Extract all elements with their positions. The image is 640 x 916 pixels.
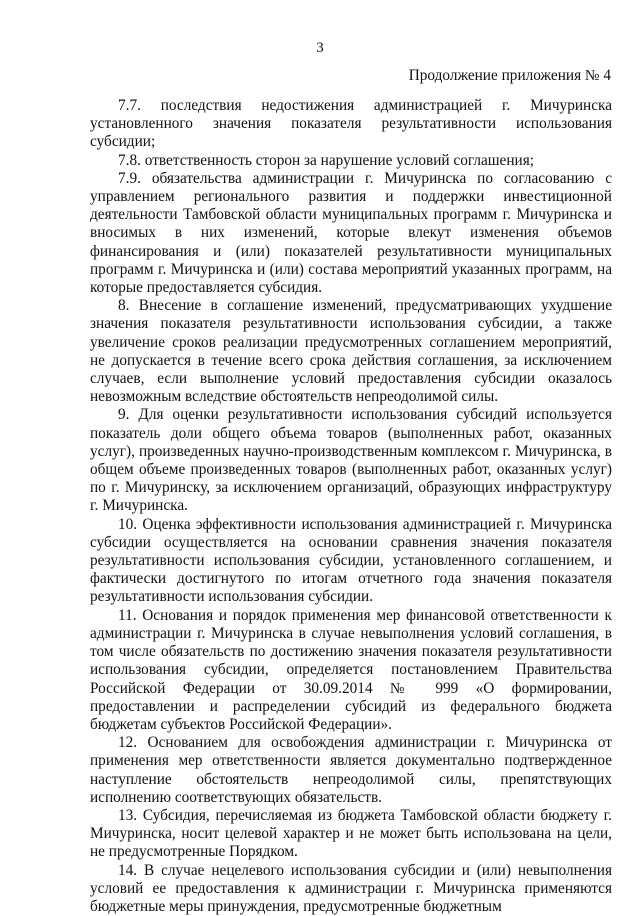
paragraph-9: 9. Для оценки результативности использования субсидий используется показатель доли общего объема товаров (выполненных работ, оказанных услуг), произведенных научно-производственным комплексом г. Мичуринска, в общем объеме произведенных товаров (выполненных работ, оказанных услуг) по г. Мичуринску, за исключением организаций, образующих инфраструктуру г. Мичуринска. xyxy=(90,406,612,515)
page-number: 3 xyxy=(316,40,324,56)
paragraph-7-8: 7.8. ответственность сторон за нарушение условий соглашения; xyxy=(118,151,535,169)
paragraph-14: 14. В случае нецелевого использования субсидии и (или) невыполнения условий ее предоставления к администрации г. Мичуринска применяются бюджетные меры принуждения, предусмотренные бюджетным xyxy=(90,861,612,915)
paragraph-7-7: 7.7. последствия недостижения администрацией г. Мичуринска установленного значения показателя результативности использования субсидии; xyxy=(90,97,612,151)
appendix-continuation-label: Продолжение приложения № 4 xyxy=(408,67,611,84)
paragraph-7-9: 7.9. обязательства администрации г. Мичуринска по согласованию с управлением регионального развития и поддержки инвестиционной деятельности Тамбовской области муниципальных программ г. Мичуринска и вносимых в них изменений, которые влекут изменения объемов финансирования и (или) показателей результативности муниципальных программ г. Мичуринска и (или) состава мероприятий указанных программ, на которые предоставляется субсидия. xyxy=(90,169,612,297)
paragraph-12: 12. Основанием для освобождения администрации г. Мичуринска от применения мер ответственности является документально подтвержденное наступление обстоятельств непреодолимой силы, препятствующих исполнению соответствующих обязательств. xyxy=(90,734,612,806)
paragraph-10: 10. Оценка эффективности использования администрацией г. Мичуринска субсидии осуществляется на основании сравнения значения показателя результативности использования субсидии, установленного соглашением, и фактически достигнутого по итогам отчетного года значения показателя результативности использования субсидии. xyxy=(90,515,612,606)
document-body xyxy=(90,97,612,916)
paragraph-13: 13. Субсидия, перечисляемая из бюджета Тамбовской области бюджету г. Мичуринска, носит целевой характер и не может быть использована на цели, не предусмотренные Порядком. xyxy=(90,806,612,861)
paragraph-8: 8. Внесение в соглашение изменений, предусматривающих ухудшение значения показателя результативности использования субсидии, а также увеличение сроков реализации предусмотренных соглашением мероприятий, не допускается в течение всего срока действия соглашения, за исключением случаев, если выполнение условий предоставления субсидии оказалось невозможным вследствие обстоятельств непреодолимой силы. xyxy=(90,297,612,406)
paragraph-11: 11. Основания и порядок применения мер финансовой ответственности к администрации г. Мичуринска в случае невыполнения условий соглашения, в том числе обязательств по достижению значения показателя результативности использования субсидии, определяется постановлением Правительства Российской Федерации от 30.09.2014 № 999 «О формировании, предоставлении и распределении субсидий из федерального бюджета бюджетам субъектов Российской Федерации». xyxy=(90,606,612,733)
